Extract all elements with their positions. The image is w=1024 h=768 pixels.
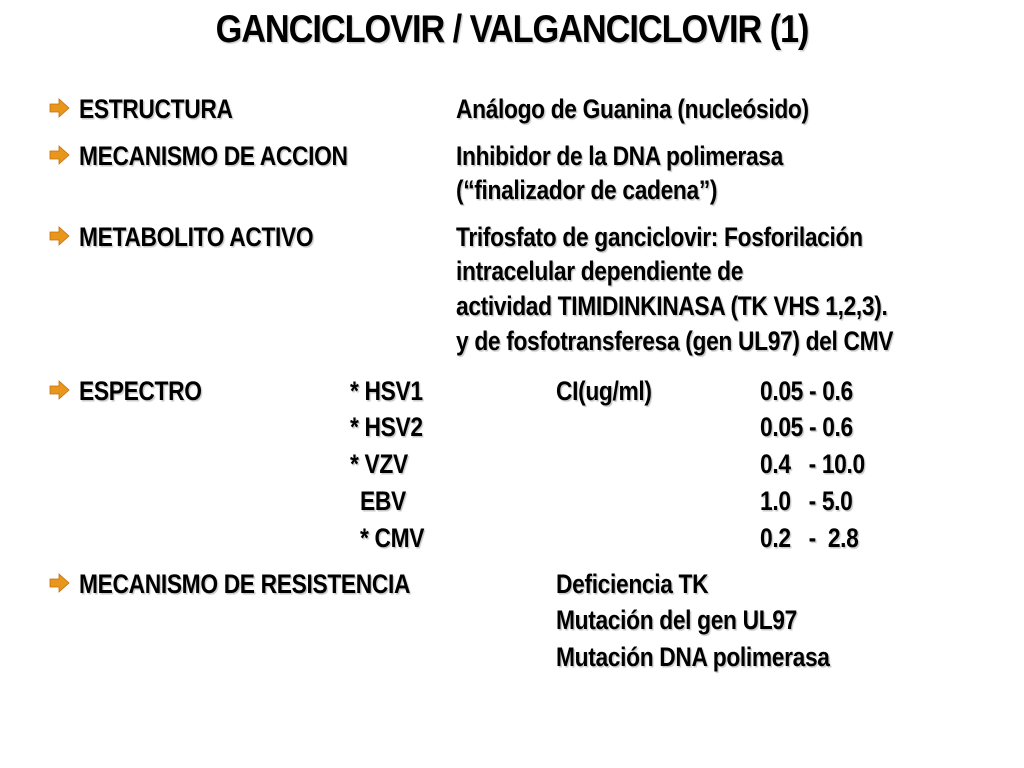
- slide-title: GANCICLOVIR / VALGANCICLOVIR (1): [215, 8, 809, 51]
- virus-name: * HSV2: [350, 412, 423, 442]
- ci-range: 0.05 - 0.6: [760, 412, 853, 442]
- mecanismo-label: MECANISMO DE ACCION: [79, 141, 348, 171]
- ci-range: 0.4 - 10.0: [760, 449, 865, 479]
- virus-name: * CMV: [360, 523, 425, 553]
- virus-name: * HSV1: [350, 376, 423, 406]
- resistencia-line-2: Mutación del gen UL97: [556, 605, 797, 635]
- metabolito-label: METABOLITO ACTIVO: [79, 222, 314, 252]
- resistencia-line-3: Mutación DNA polimerasa: [556, 642, 830, 672]
- right-arrow-icon: [48, 380, 70, 400]
- mecanismo-line-1: Inhibidor de la DNA polimerasa: [456, 141, 783, 171]
- metabolito-line-2: intracelular dependiente de: [456, 256, 744, 286]
- ci-range: 0.05 - 0.6: [760, 376, 853, 406]
- right-arrow-icon: [48, 226, 70, 246]
- right-arrow-icon: [48, 98, 70, 118]
- resistencia-label: MECANISMO DE RESISTENCIA: [79, 569, 411, 599]
- metabolito-line-3: actividad TIMIDINKINASA (TK VHS 1,2,3).: [456, 291, 888, 321]
- right-arrow-icon: [48, 145, 70, 165]
- resistencia-line-1: Deficiencia TK: [556, 569, 709, 599]
- ci-range: 1.0 - 5.0: [760, 486, 853, 516]
- metabolito-line-1: Trifosfato de ganciclovir: Fosforilación: [456, 222, 863, 252]
- ci-range: 0.2 - 2.8: [760, 523, 859, 553]
- estructura-value: Análogo de Guanina (nucleósido): [456, 94, 809, 124]
- espectro-label: ESPECTRO: [79, 376, 202, 406]
- right-arrow-icon: [48, 573, 70, 593]
- estructura-label: ESTRUCTURA: [79, 94, 233, 124]
- mecanismo-line-2: (“finalizador de cadena”): [456, 175, 718, 205]
- virus-name: * VZV: [350, 449, 408, 479]
- ci-header: CI(ug/ml): [556, 376, 652, 406]
- virus-name: EBV: [360, 486, 406, 516]
- metabolito-line-4: y de fosfotransferesa (gen UL97) del CMV: [456, 326, 894, 356]
